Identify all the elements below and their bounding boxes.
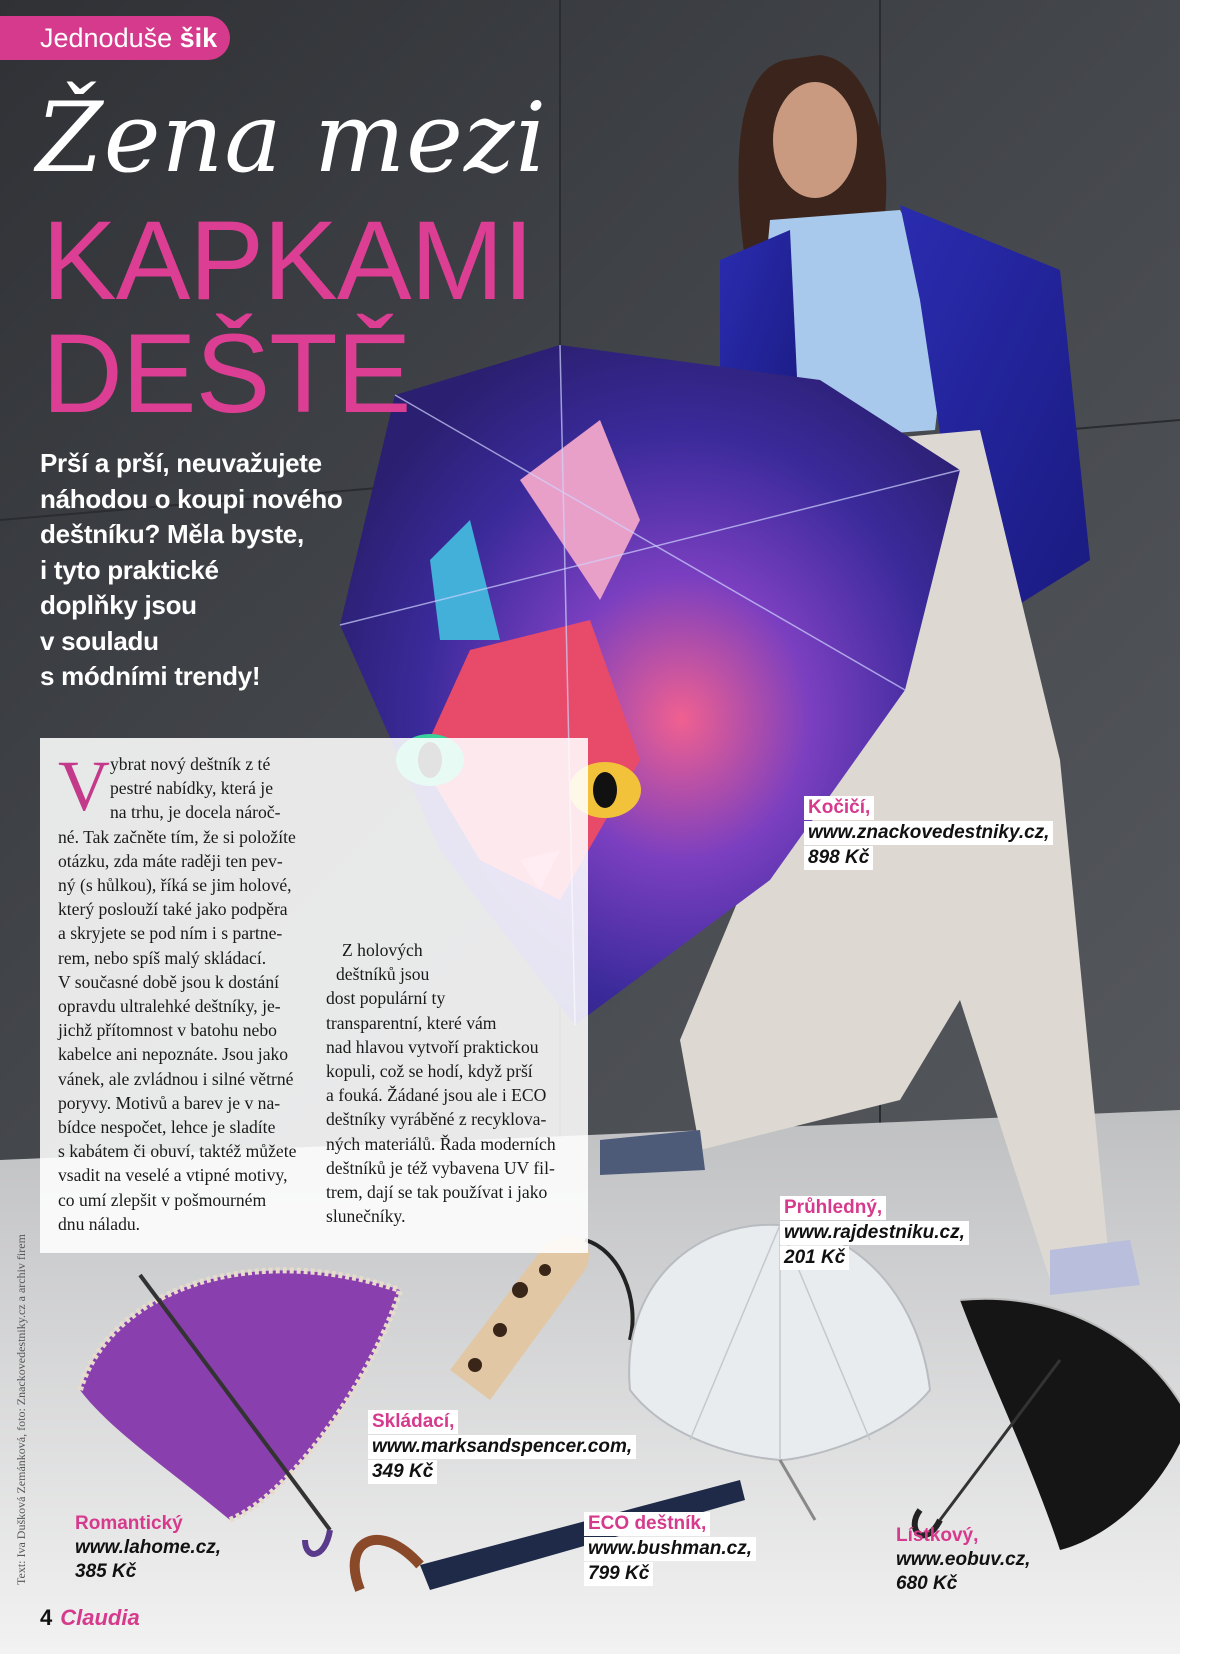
section-tag-prefix: Jednoduše [40, 23, 173, 53]
headline-line-2: DEŠTĚ [42, 311, 411, 436]
body-line: ybrat nový deštník z té [110, 754, 271, 774]
product-name: Kočičí, [804, 796, 874, 820]
body-line: deštníků jsou [336, 964, 430, 985]
body-line: vsadit na veselé a vtipné motivy, [58, 1165, 288, 1186]
body-line: jichž přítomnost v batohu nebo [58, 1020, 277, 1041]
body-line: ných materiálů. Řada moderních [326, 1133, 556, 1154]
product-label-eco-umbrella [584, 1512, 756, 1587]
lead-line: náhodou o koupi nového [40, 483, 343, 514]
product-price: 680 Kč [896, 1573, 958, 1594]
product-url: www.lahome.cz, [75, 1537, 222, 1558]
body-line: a fouká. Žádané jsou ale i ECO [326, 1085, 547, 1106]
body-line: pestré nabídky, která je [110, 778, 273, 799]
product-label-romantic-umbrella [75, 1512, 221, 1584]
body-line: nad hlavou vytvoří praktickou [326, 1036, 539, 1057]
body-line: rem, nebo spíš malý skládací. [58, 947, 267, 968]
body-line: kabelce ani nepoznáte. Jsou jako [58, 1044, 289, 1065]
body-line: Z holových [342, 940, 423, 960]
body-line: né. Tak začněte tím, že si položíte [58, 826, 296, 847]
article-text-box [40, 738, 588, 1253]
headline-script: Žena mezi [36, 82, 548, 194]
body-line: deštníků je též vybavena UV fil- [326, 1157, 555, 1178]
body-line: poryvy. Motivů a barev je v na- [58, 1092, 281, 1113]
lead-line: doplňky jsou [40, 590, 197, 620]
drop-cap: V [58, 746, 110, 826]
body-line: slunečníky. [326, 1206, 406, 1227]
product-label-folding-umbrella [368, 1410, 636, 1485]
article-column-left [58, 746, 308, 1236]
body-line: kopuli, což se hodí, když prší [326, 1061, 533, 1082]
body-line: trem, dají se tak používat i jako [326, 1182, 548, 1203]
body-line: s kabátem či obuví, taktéž můžete [58, 1141, 297, 1162]
product-price: 201 Kč [780, 1246, 849, 1270]
page-footer [40, 1605, 140, 1631]
section-tag-bold: šik [179, 23, 218, 53]
body-line: bídce nespočet, lehce je sladíte [58, 1117, 276, 1138]
body-line: V současné době jsou k dostání [58, 971, 280, 992]
page-number: 4 [40, 1605, 53, 1630]
section-tag [0, 16, 230, 60]
product-name: Skládací, [368, 1410, 458, 1434]
body-line: otázku, zda máte raději ten pev- [58, 850, 283, 871]
lead-line: i tyto praktické [40, 554, 219, 585]
product-price: 799 Kč [584, 1562, 653, 1586]
body-line: který poslouží také jako podpěra [58, 899, 288, 920]
body-line: transparentní, které vám [326, 1012, 497, 1033]
body-line: a skryjete se pod ním i s partne- [58, 923, 283, 944]
product-name: Romantický [75, 1513, 183, 1534]
body-line: dnu náladu. [58, 1213, 141, 1234]
body-line: opravdu ultralehké deštníky, je- [58, 996, 281, 1017]
headline-line-1: KAPKAMI [42, 198, 533, 323]
lead-line: s módními trendy! [40, 661, 261, 691]
product-url: www.bushman.cz, [584, 1537, 756, 1561]
product-url: www.marksandspencer.com, [368, 1435, 636, 1459]
photo-credit: Text: Iva Dušková Zemánková, foto: Znackovedestniky.cz a archiv firem [14, 1234, 28, 1585]
body-line: vánek, ale zvládnou i silné větrné [58, 1068, 294, 1089]
body-line: dost populární ty [326, 988, 446, 1009]
magazine-name: Claudia [60, 1605, 140, 1630]
product-label-leaf-umbrella [896, 1524, 1030, 1596]
body-line: deštníky vyráběné z recyklova- [326, 1109, 547, 1130]
article-column-right [326, 938, 574, 1228]
product-name: ECO deštník, [584, 1512, 710, 1536]
product-name: Lístkový, [896, 1525, 979, 1546]
lead-line: Prší a prší, neuvažujete [40, 448, 322, 478]
product-url: www.eobuv.cz, [896, 1549, 1031, 1570]
product-price: 349 Kč [368, 1460, 437, 1484]
product-label-cat-umbrella [804, 796, 1053, 871]
lead-paragraph [40, 446, 380, 695]
product-url: www.rajdestniku.cz, [780, 1221, 969, 1245]
body-line: na trhu, je docela nároč- [110, 802, 281, 823]
product-price: 385 Kč [75, 1561, 137, 1582]
product-name: Průhledný, [780, 1196, 886, 1220]
lead-line: deštníku? Měla byste, [40, 519, 304, 549]
product-label-clear-umbrella [780, 1196, 969, 1271]
product-price: 898 Kč [804, 846, 873, 870]
lead-line: v souladu [40, 625, 159, 656]
product-url: www.znackovedestniky.cz, [804, 821, 1053, 845]
body-line: ný (s hůlkou), říká se jim holové, [58, 875, 292, 896]
body-line: co umí zlepšit v pošmourném [58, 1189, 267, 1210]
